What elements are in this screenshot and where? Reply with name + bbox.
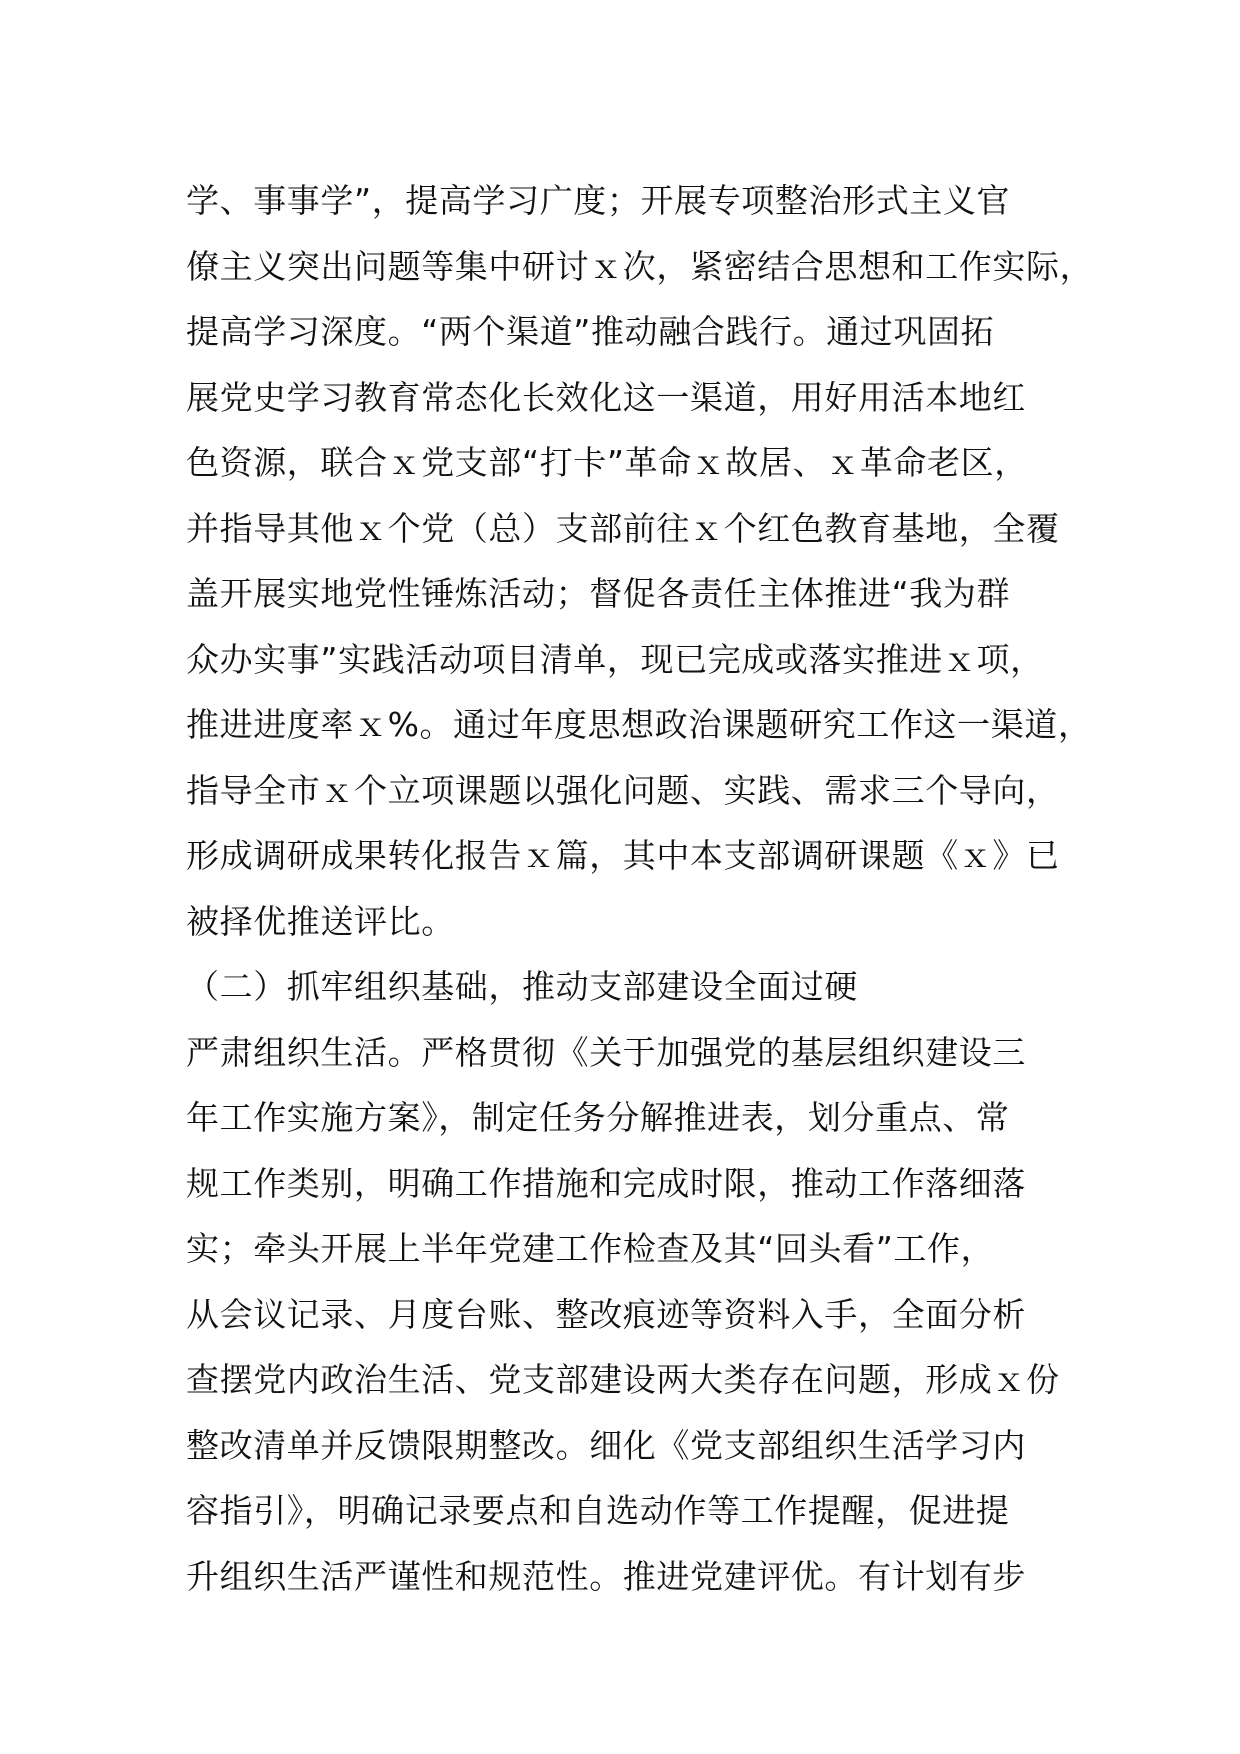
section-heading: （二）抓牢组织基础，推动支部建设全面过硬 [186, 967, 858, 1006]
body-text [186, 168, 1094, 1609]
text-line-3: 提高学习深度。“两个渠道”推动融合践行。通过巩固拓 [186, 312, 995, 351]
text-line-21: 容指引》，明确记录要点和自选动作等工作提醒，促进提 [186, 1491, 1010, 1530]
text-line-18: 从会议记录、月度台账、整改痕迹等资料入手，全面分析 [186, 1294, 1026, 1334]
text-line-20: 整改清单并反馈限期整改。细化《党支部组织生活学习内 [186, 1425, 1026, 1465]
text-line-2: 僚主义突出问题等集中研讨ｘ次，紧密结合思想和工作实际， [186, 246, 1094, 286]
text-line-9: 推进进度率ｘ%。通过年度思想政治课题研究工作这一渠道， [186, 705, 1092, 744]
text-line-15: 年工作实施方案》，制定任务分解推进表，划分重点、常 [186, 1098, 1010, 1137]
text-line-14: 严肃组织生活。严格贯彻《关于加强党的基层组织建设三 [186, 1032, 1026, 1072]
text-line-6: 并指导其他ｘ个党（总）支部前往ｘ个红色教育基地，全覆 [186, 508, 1060, 548]
text-line-8: 众办实事”实践活动项目清单，现已完成或落实推进ｘ项， [186, 639, 1044, 679]
text-line-22: 升组织生活严谨性和规范性。推进党建评优。有计划有步 [186, 1556, 1026, 1596]
text-line-4: 展党史学习教育常态化长效化这一渠道，用好用活本地红 [186, 377, 1026, 417]
text-line-7: 盖开展实地党性锤炼活动；督促各责任主体推进“我为群 [186, 574, 1011, 613]
text-line-5: 色资源，联合ｘ党支部“打卡”革命ｘ故居、ｘ革命老区， [186, 443, 1028, 482]
text-line-10: 指导全市ｘ个立项课题以强化问题、实践、需求三个导向， [186, 770, 1060, 810]
text-line-11: 形成调研成果转化报告ｘ篇，其中本支部调研课题《ｘ》已 [186, 836, 1060, 875]
text-line-12: 被择优推送评比。 [186, 901, 455, 941]
text-line-17: 实；牵头开展上半年党建工作检查及其“回头看”工作， [186, 1229, 995, 1268]
text-line-19: 查摆党内政治生活、党支部建设两大类存在问题，形成ｘ份 [186, 1360, 1060, 1399]
text-line-1: 学、事事学”，提高学习广度；开展专项整治形式主义官 [186, 181, 1011, 220]
text-line-16: 规工作类别，明确工作措施和完成时限，推动工作落细落 [186, 1163, 1026, 1203]
